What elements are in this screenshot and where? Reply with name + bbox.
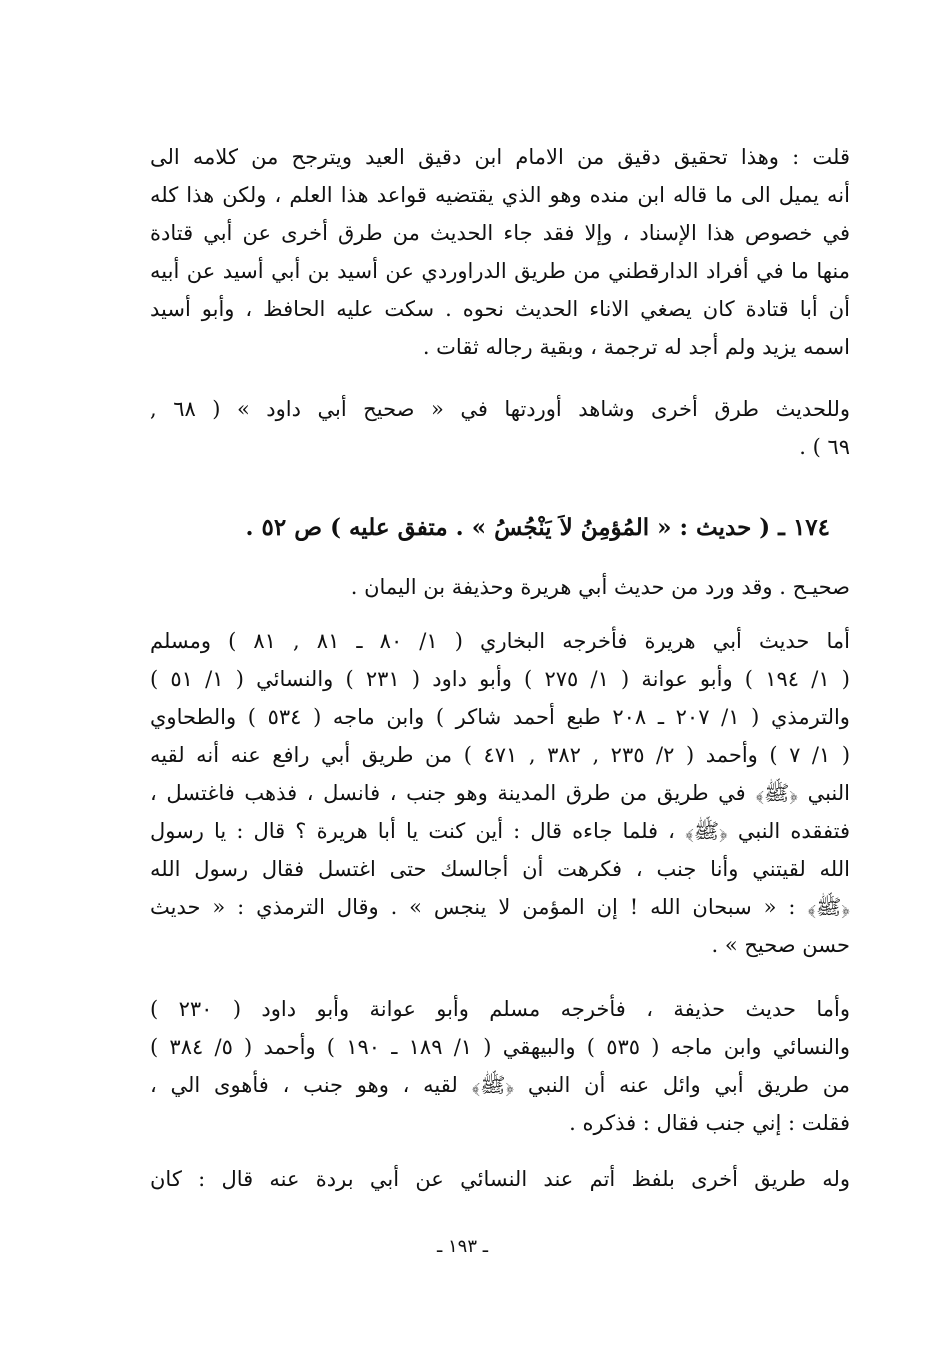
text-line: ( ١/ ١٩٤ ) وأبو عوانة ( ١/ ٢٧٥ ) وأبو داود ( ٢٣١ ) والنسائي ( ١/ ٥١ ) (150, 667, 850, 691)
paragraph-3 (150, 568, 850, 606)
text-line: ( ١/ ٧ ) وأحمد ( ٢/ ٢٣٥ , ٣٨٢ , ٤٧١ ) من طريق أبي رافع عنه أنه لقيه (150, 743, 850, 767)
text-line: صحيـح . وقد ورد من حديث أبي هريرة وحذيفة بن اليمان . (350, 575, 850, 599)
text-line: أنه يميل الى ما قاله ابن منده وهو الذي يقتضيه قواعد هذا العلم ، ولكن هذا كله (150, 183, 850, 207)
text-line: فتفقده النبي ﴿ﷺ﴾ ، فلما جاءه قال : أين كنت يا أبا هريرة ؟ قال : يا رسول (150, 819, 850, 843)
text-line: في خصوص هذا الإسناد ، وإلا فقد جاء الحديث من طرق أخرى عن أبي قتادة (150, 221, 850, 245)
text-line: أن أبا قتادة كان يصغي الاناء الحديث نحوه . سكت عليه الحافظ ، وأبو أسيد (150, 297, 850, 321)
text-line: الله لقيتني وأنا جنب ، فكرهت أن أجالسك حتى اغتسل فقال رسول الله (150, 857, 850, 881)
text-line: من طريق أبي وائل عنه أن النبي ﴿ﷺ﴾ لقيه ، وهو جنب ، فأهوى الي ، (150, 1073, 850, 1097)
hadith-heading: ١٧٤ ـ ( حديث : « المُؤمِنُ لاَ يَنْجُسُ » . متفق عليه ) ص ٥٢ . (245, 514, 830, 541)
text-line: ﴿ﷺ﴾ : « سبحان الله ! إن المؤمن لا ينجس » . وقال الترمذي : « حديث (150, 895, 850, 919)
page-number: ـ ١٩٣ ـ (436, 1236, 488, 1257)
text-line: أما حديث أبي هريرة فأخرجه البخاري ( ١/ ٨٠ ـ ٨١ , ٨١ ) ومسلم (150, 629, 850, 653)
paragraph-5 (150, 990, 850, 1142)
text-line: قلت : وهذا تحقيق دقيق من الامام ابن دقيق العيد ويترجح من كلامه الى (150, 145, 850, 169)
text-line: والترمذي ( ١/ ٢٠٧ ـ ٢٠٨ طبع أحمد شاكر ) وابن ماجه ( ٥٣٤ ) والطحاوي (150, 705, 850, 729)
text-line: وله طريق أخرى بلفظ أتم عند النسائي عن أبي بردة عنه قال : كان (150, 1167, 850, 1191)
paragraph-2 (150, 390, 850, 466)
paragraph-1 (150, 138, 850, 366)
text-line: والنسائي وابن ماجه ( ٥٣٥ ) والبيهقي ( ١/ ١٨٩ ـ ١٩٠ ) وأحمد ( ٥/ ٣٨٤ ) (150, 1035, 850, 1059)
text-line: اسمه يزيد ولم أجد له ترجمة ، وبقية رجاله ثقات . (422, 335, 850, 359)
paragraph-6 (150, 1160, 850, 1198)
text-line: وللحديث طرق أخرى وشاهد أوردتها في « صحيح أبي داود » ( ٦٨ , (150, 397, 850, 421)
text-line: فقلت : إني جنب فقال : فذكره . (569, 1111, 850, 1135)
text-line: النبي ﴿ﷺ﴾ في طريق من طرق المدينة وهو جنب ، فانسل ، فذهب فاغتسل ، (150, 781, 850, 805)
text-line: ٦٩ ) . (799, 435, 850, 459)
text-line: حسن صحيح » . (711, 933, 850, 957)
text-line: وأما حديث حذيفة ، فأخرجه مسلم وأبو عوانة وأبو داود ( ٢٣٠ ) (150, 997, 850, 1021)
text-line: منها ما في أفراد الدارقطني من طريق الدراوردي عن أسيد بن أبي أسيد عن أبيه (150, 259, 850, 283)
paragraph-4 (150, 622, 850, 964)
